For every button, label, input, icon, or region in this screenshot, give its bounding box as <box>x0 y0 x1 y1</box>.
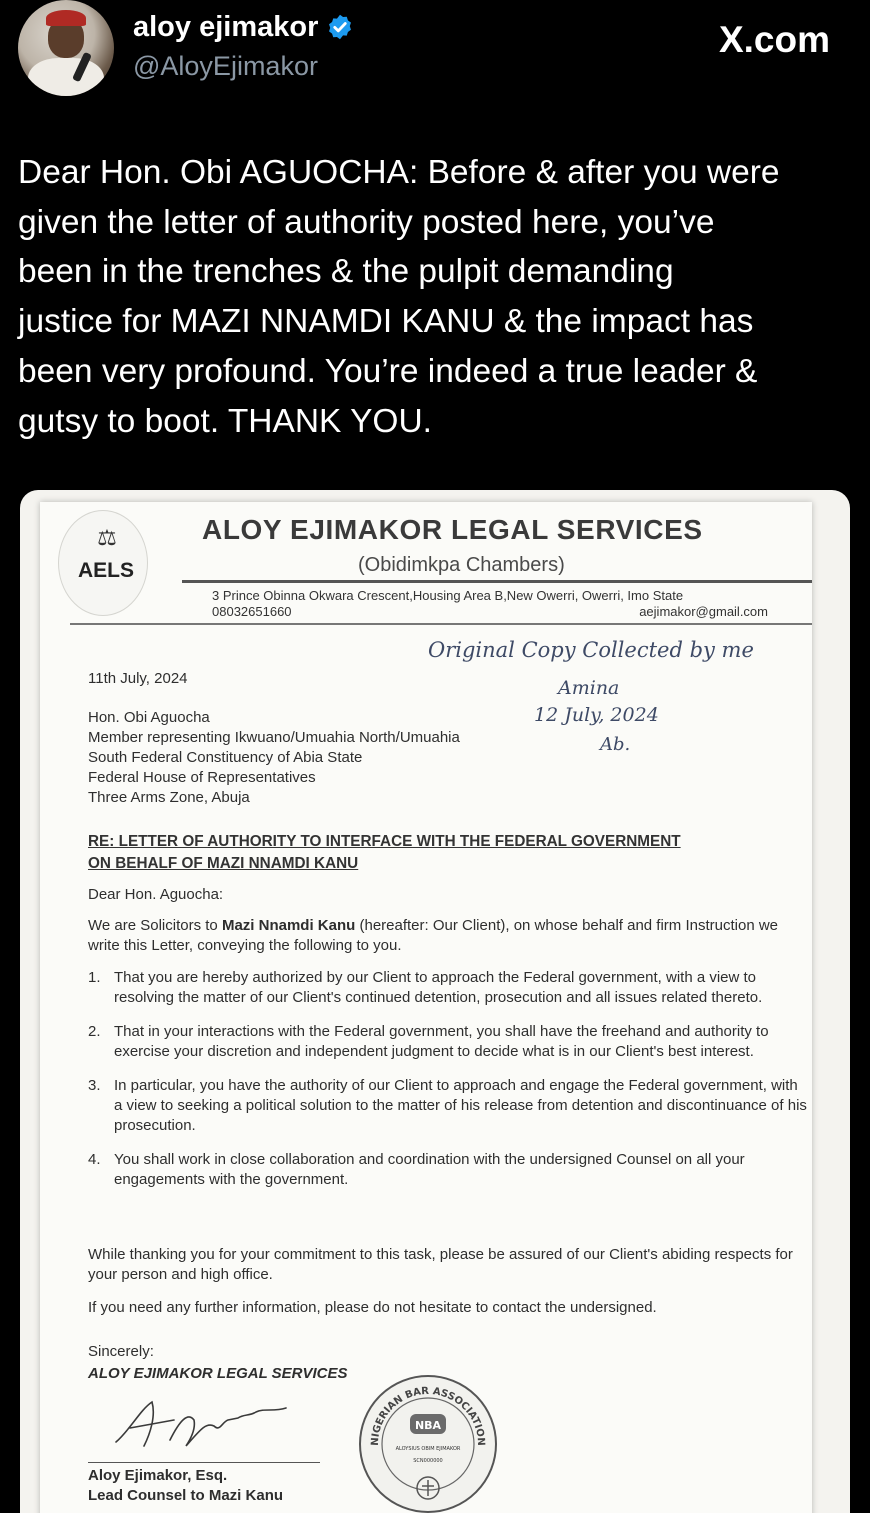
subject-line <box>88 831 808 875</box>
list-item <box>88 1150 810 1190</box>
intro-paragraph <box>88 916 810 956</box>
contact-paragraph: If you need any further information, please do not hesitate to contact the undersigned. <box>88 1299 657 1316</box>
letterhead-divider <box>70 623 812 625</box>
intro-pre: We are Solicitors to <box>88 917 222 934</box>
sign-off: Sincerely: <box>88 1343 154 1360</box>
firm-name: ALOY EJIMAKOR LEGAL SERVICES <box>202 514 703 545</box>
handwritten-note-line: Original Copy Collected by me <box>428 638 754 662</box>
tweet-text-line: justice for MAZI NNAMDI KANU & the impact has <box>18 303 754 341</box>
handwritten-note-line: Amina <box>558 677 620 699</box>
recipient-line: Hon. Obi Aguocha <box>88 709 210 726</box>
list-item-number: 3. <box>88 1077 101 1094</box>
subject-line-2: ON BEHALF OF MAZI NNAMDI KANU <box>88 855 359 872</box>
firm-email: aejimakor@gmail.com <box>639 604 768 619</box>
list-item-number: 2. <box>88 1023 101 1040</box>
signature-line <box>88 1462 320 1463</box>
avatar[interactable] <box>18 0 114 96</box>
tweet-text-line: gutsy to boot. THANK YOU. <box>18 402 432 440</box>
author-name-row[interactable] <box>133 10 354 44</box>
tweet-header <box>0 0 870 110</box>
nba-seal-stamp <box>356 1372 500 1513</box>
list-item-text: You shall work in close collaboration and coordination with the undersigned Counsel on all your engagements with the government. <box>114 1151 745 1188</box>
list-item-text: That in your interactions with the Federal government, you shall have the freehand and authority to exercise your discretion and independent judgment to decide what is in our Client's best interest. <box>114 1023 769 1060</box>
list-item-text: In particular, you have the authority of our Client to approach and engage the Federal government, with a view to seeking a political solution to the matter of his release from detention and discontinuance of his prosecution. <box>114 1077 807 1134</box>
recipient-line: South Federal Constituency of Abia State <box>88 749 363 766</box>
signer-name: Aloy Ejimakor, Esq. <box>88 1467 228 1484</box>
handwritten-signature <box>110 1390 310 1460</box>
subject-line-1: RE: LETTER OF AUTHORITY TO INTERFACE WITH THE FEDERAL GOVERNMENT <box>88 833 681 850</box>
list-item <box>88 968 810 1008</box>
closing-paragraph: While thanking you for your commitment to this task, please be assured of our Client's abiding respects for your person and high office. <box>88 1246 793 1283</box>
signer-title: Lead Counsel to Mazi Kanu <box>88 1487 284 1504</box>
logo-text: AELS <box>77 559 134 582</box>
display-name[interactable]: aloy ejimakor <box>133 11 319 43</box>
tweet-text-line: been in the trenches & the pulpit demanding <box>18 253 674 291</box>
firm-phone: 08032651660 <box>212 604 292 619</box>
tweet-text <box>18 148 858 446</box>
letter-date <box>88 669 188 689</box>
tweet-text-line: been very profound. You’re indeed a true leader & <box>18 352 758 390</box>
letterhead-rule <box>182 580 812 583</box>
list-item <box>88 1076 810 1136</box>
verified-badge-icon <box>326 13 354 41</box>
letter-date-text: 11th July, 2024 <box>88 670 188 687</box>
seal-sub-text: SCN000000 <box>413 1458 443 1464</box>
firm-signature-name: ALOY EJIMAKOR LEGAL SERVICES <box>88 1365 348 1382</box>
list-item-number: 4. <box>88 1151 101 1168</box>
tweet-text-line: given the letter of authority posted here, you’ve <box>18 203 715 241</box>
firm-logo <box>58 510 148 616</box>
tweet-text-line: Dear Hon. Obi AGUOCHA: Before & after you were <box>18 154 780 191</box>
client-name: Mazi Nnamdi Kanu <box>221 917 356 934</box>
list-item-text: That you are hereby authorized by our Client to approach the Federal government, with a view to resolving the matter of our Client's continued detention, prosecution and all issues related thereto. <box>114 969 763 1006</box>
handwritten-note-line: 12 July, 2024 <box>534 704 659 726</box>
seal-ring-text: NIGERIAN BAR ASSOCIATION <box>369 1385 487 1447</box>
handwritten-initials: Ab. <box>600 734 631 755</box>
list-item-number: 1. <box>88 969 101 986</box>
intro-post: (hereafter: Our Client), on whose behalf and firm Instruction we write this Letter, conveying the following to you. <box>88 917 779 954</box>
user-handle[interactable]: @AloyEjimakor <box>133 51 318 81</box>
recipient-line: Member representing Ikwuano/Umuahia North/Umuahia <box>88 729 460 746</box>
x-com-label: X.com <box>718 19 830 60</box>
firm-address: 3 Prince Obinna Okwara Crescent,Housing Area B,New Owerri, Owerri, Imo State <box>212 588 684 603</box>
seal-name-text: ALOYSIUS OBIM EJIMAKOR <box>395 1446 461 1452</box>
recipient-line: Three Arms Zone, Abuja <box>88 789 250 806</box>
firm-subtitle: (Obidimkpa Chambers) <box>358 554 565 576</box>
scales-icon: ⚖ <box>97 525 117 550</box>
salutation: Dear Hon. Aguocha: <box>88 886 224 903</box>
letter-page <box>40 502 812 1513</box>
recipient-line: Federal House of Representatives <box>88 769 316 786</box>
attached-letter-image[interactable] <box>20 490 850 1513</box>
authority-list <box>88 968 810 1204</box>
recipient-address <box>88 708 548 808</box>
list-item <box>88 1022 810 1062</box>
seal-center-text: NBA <box>414 1419 442 1432</box>
